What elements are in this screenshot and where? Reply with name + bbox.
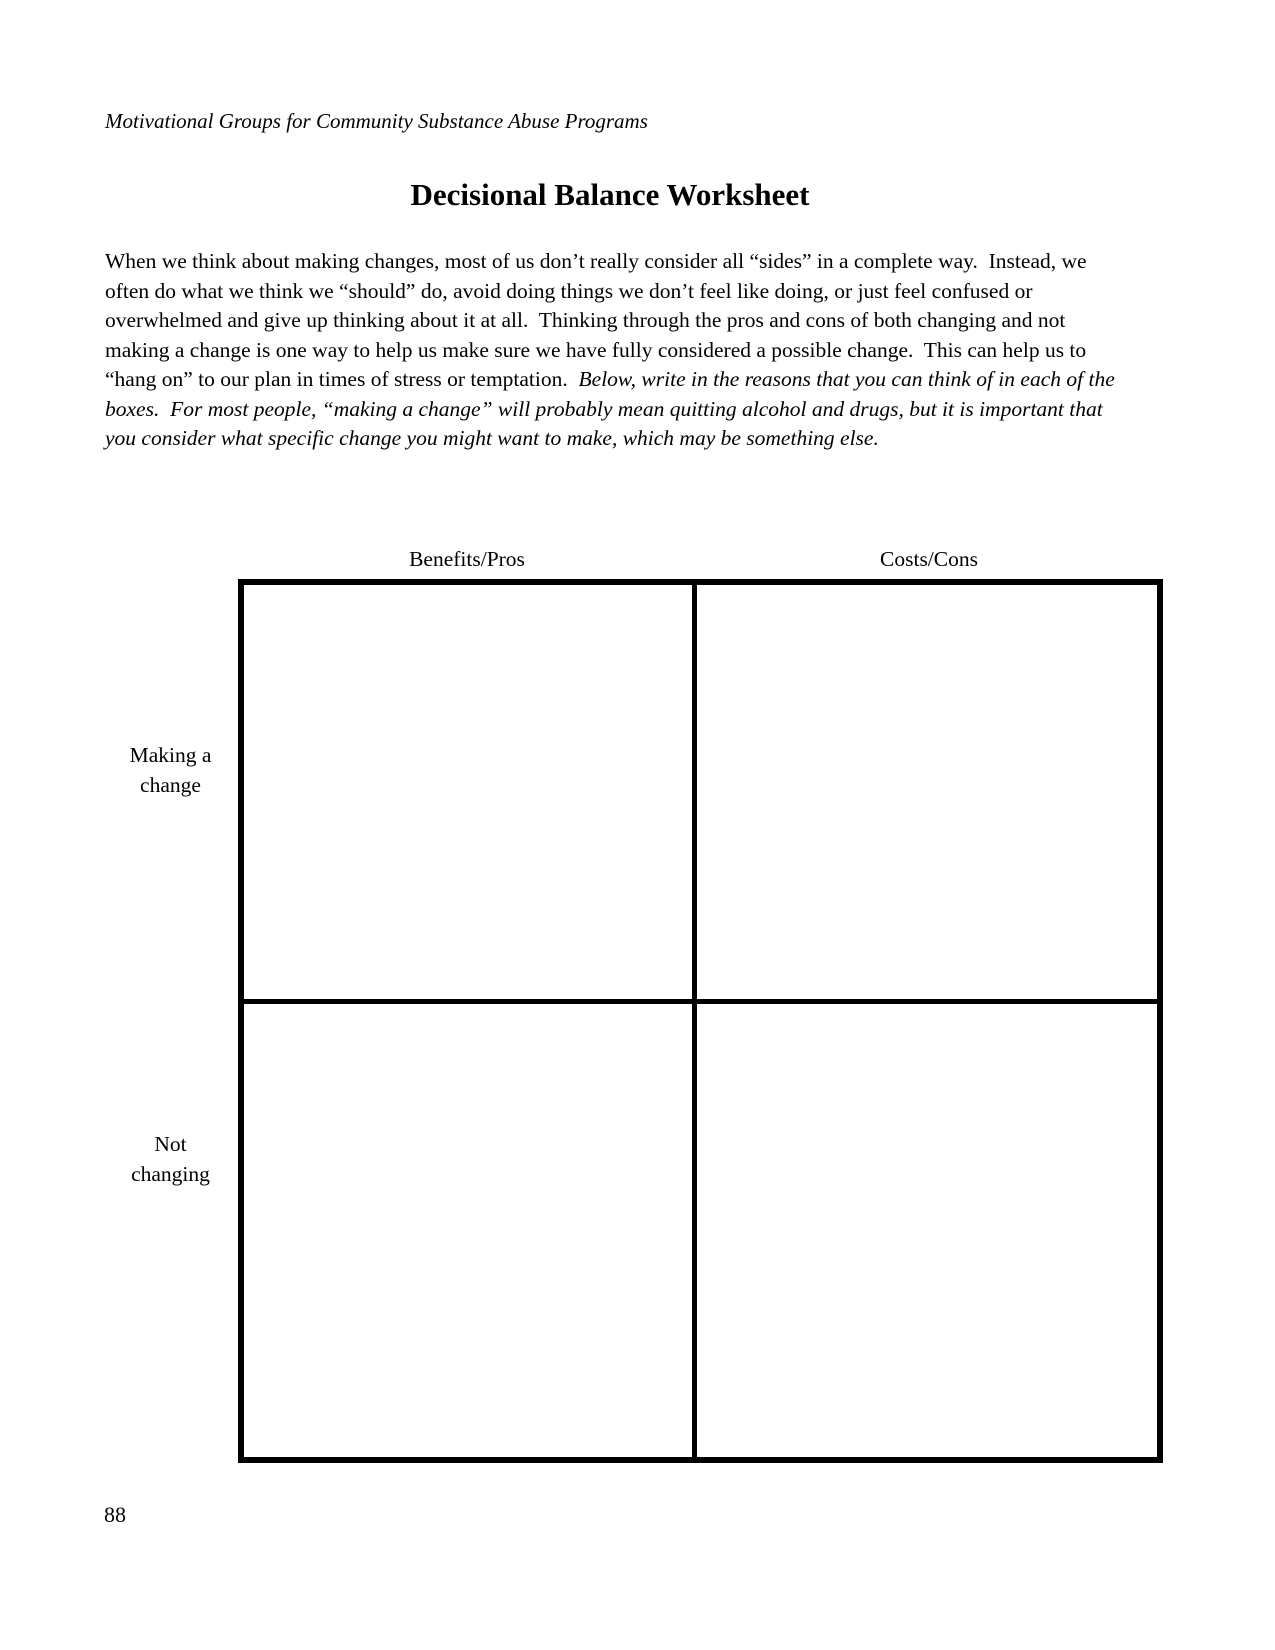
page-title: Decisional Balance Worksheet	[410, 177, 810, 212]
row-label-not-changing	[98, 1129, 243, 1189]
row-label-line: changing	[131, 1162, 210, 1186]
intro-paragraph	[105, 247, 1120, 454]
column-header-benefits-pros: Benefits/Pros	[409, 547, 525, 571]
cell-making-change-benefits[interactable]	[244, 585, 697, 1004]
column-header-costs-cons: Costs/Cons	[880, 547, 978, 571]
running-header: Motivational Groups for Community Substance Abuse Programs	[105, 109, 648, 133]
row-label-line: change	[140, 773, 201, 797]
decisional-balance-table	[238, 579, 1163, 1463]
cell-not-changing-costs[interactable]	[697, 1004, 1157, 1457]
cell-not-changing-benefits[interactable]	[244, 1004, 697, 1457]
row-label-making-a-change	[98, 740, 243, 800]
page-number: 88	[104, 1502, 126, 1527]
cell-making-change-costs[interactable]	[697, 585, 1157, 1004]
row-label-line: Making a	[129, 743, 212, 767]
intro-normal-text: When we think about making changes, most of us don’t really consider all “sides” in a complete way. Instead, we often do what we think we “should” do, avoid doing things we don’t feel like doing, or just feel confused or overwhelmed and give up thinking about it at all. Thinking through the pros and cons of both changing and not making a change is one way to help us make sure we have fully considered a possible change. This can help us to “hang on” to our plan in times of stress or temptation.	[105, 249, 1092, 391]
row-label-line: Not	[154, 1132, 187, 1156]
intro-italic-instructions: Below, write in the reasons that you can think of in each of the boxes. For most people, “making a change” will probably mean quitting alcohol and drugs, but it is important that you consider what specific change you might want to make, which may be something else.	[105, 367, 1121, 450]
